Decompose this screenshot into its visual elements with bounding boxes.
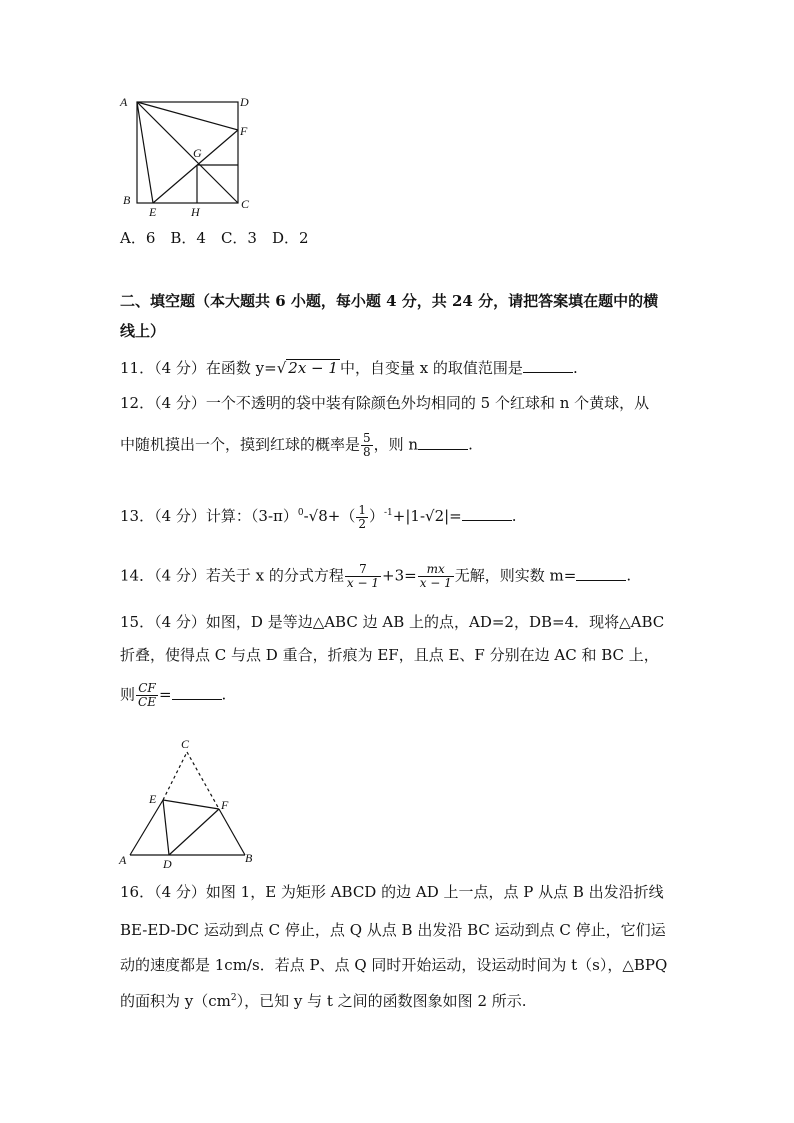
label-g: G (193, 146, 202, 160)
segment-af (137, 102, 238, 130)
q13-exp1: -1 (384, 508, 393, 518)
q15-line2: 折叠，使得点 C 与点 D 重合，折痕为 EF，且点 E、F 分别在边 AC 和 BC 上， (120, 646, 659, 664)
question-14 (120, 563, 631, 590)
q12-line1: 12．（4 分）一个不透明的袋中装有除颜色外均相同的 5 个红球和 n 个黄球，从 (120, 394, 650, 412)
question-11: 11．（4 分）在函数 y=√ 2x − 1 中，自变量 x 的取值范围是 . (120, 359, 578, 377)
q11-answer-blank (523, 360, 573, 373)
q14-period: . (626, 566, 632, 585)
q13-mid1: -√8+（ (303, 507, 356, 525)
q13-frac-den: 2 (358, 516, 366, 531)
label-a: A (119, 853, 127, 867)
q13-exp0: 0 (297, 508, 304, 518)
q14-mid: +3= (382, 566, 417, 585)
q16-line3: 动的速度都是 1cm/s．若点 P、点 Q 同时开始运动，设运动时间为 t（s），△BPQ (120, 956, 668, 974)
q12-fraction (361, 432, 373, 459)
q16-line1: 16．（4 分）如图 1，E 为矩形 ABCD 的边 AD 上一点，点 P 从点 B 出发沿折线 (120, 883, 664, 901)
q12-frac-num: 5 (363, 431, 371, 445)
q15-line3 (120, 682, 226, 709)
section2-heading-line2: 线上） (120, 322, 166, 340)
q13-frac-num: 1 (358, 502, 366, 517)
label-d: D (240, 95, 249, 109)
segment-fb (219, 809, 245, 855)
q14-f2-den: x − 1 (419, 576, 452, 590)
section2-heading-line1: 二、填空题（本大题共 6 小题，每小题 4 分，共 24 分，请把答案填在题中的横 (120, 292, 659, 310)
q14-fraction-2 (418, 563, 454, 590)
q13-fraction (356, 504, 368, 531)
q16-line4-prefix: 的面积为 y（cm (120, 992, 231, 1010)
q11-prefix: 11．（4 分）在函数 y= (120, 359, 277, 377)
q13-mid2: ） (369, 507, 385, 525)
diagonal-ac (137, 102, 238, 203)
q16-line4-sup: 2 (230, 993, 237, 1003)
q15-line3-suffix: = (158, 685, 172, 704)
segment-ec-dashed (163, 752, 187, 800)
q11-period: . (572, 359, 578, 377)
q12-answer-blank (418, 437, 468, 450)
q14-fraction-1 (345, 563, 381, 590)
q13-mid3: +|1-√2|= (392, 507, 462, 525)
segment-ae (130, 800, 163, 855)
q10-options: A．6 B．4 C．3 D．2 (120, 229, 309, 247)
q13-prefix: 13．（4 分）计算：（3-π） (120, 507, 298, 525)
q14-answer-blank (576, 568, 626, 581)
label-c: C (241, 197, 250, 211)
q15-period: . (221, 685, 227, 704)
q14-f2-num: mx (418, 563, 454, 577)
q14-f1-num: 7 (345, 563, 381, 577)
q14-suffix: 无解，则实数 m= (454, 566, 577, 585)
question-13 (120, 503, 517, 531)
label-c: C (181, 737, 190, 751)
label-e: E (149, 205, 157, 219)
segment-df (169, 809, 219, 855)
q11-radicand: 2x − 1 (288, 359, 338, 377)
segment-ef (153, 130, 238, 203)
q12-period: . (468, 435, 473, 454)
label-b: B (123, 193, 131, 207)
segment-ed (163, 800, 169, 855)
segment-cf-dashed (187, 752, 219, 809)
q12-frac-den: 8 (363, 445, 371, 459)
figure-triangle (115, 735, 265, 870)
q15-frac-den: CE (138, 695, 156, 709)
q15-answer-blank (172, 687, 222, 700)
label-h: H (191, 205, 200, 219)
q12-line2-suffix: ，则 n (373, 435, 419, 454)
q13-answer-blank (462, 508, 512, 521)
q14-f1-den: x − 1 (346, 576, 379, 590)
q14-prefix: 14．（4 分）若关于 x 的分式方程 (120, 566, 344, 585)
label-a: A (120, 95, 128, 109)
q16-line4-suffix: ），已知 y 与 t 之间的函数图象如图 2 所示. (236, 992, 527, 1010)
q16-line4 (120, 988, 527, 1011)
q13-period: . (511, 507, 517, 525)
label-f: F (221, 798, 229, 812)
q15-line3-prefix: 则 (120, 685, 136, 704)
q15-fraction (136, 682, 158, 709)
figure-square (115, 90, 265, 222)
q11-suffix: 中，自变量 x 的取值范围是 (339, 359, 523, 377)
q12-line2 (120, 432, 473, 459)
segment-ae (137, 102, 153, 203)
q16-line2: BE-ED-DC 运动到点 C 停止，点 Q 从点 B 出发沿 BC 运动到点 C 停止，它们运 (120, 921, 666, 939)
label-e: E (149, 792, 157, 806)
label-b: B (245, 851, 253, 865)
q12-line2-prefix: 中随机摸出一个，摸到红球的概率是 (120, 435, 361, 454)
segment-ef (163, 800, 219, 809)
q15-line1: 15．（4 分）如图，D 是等边△ABC 边 AB 上的点，AD=2，DB=4．现将△ABC (120, 613, 665, 631)
q15-frac-num: CF (136, 682, 158, 696)
label-d: D (163, 857, 172, 870)
label-f: F (240, 124, 248, 138)
